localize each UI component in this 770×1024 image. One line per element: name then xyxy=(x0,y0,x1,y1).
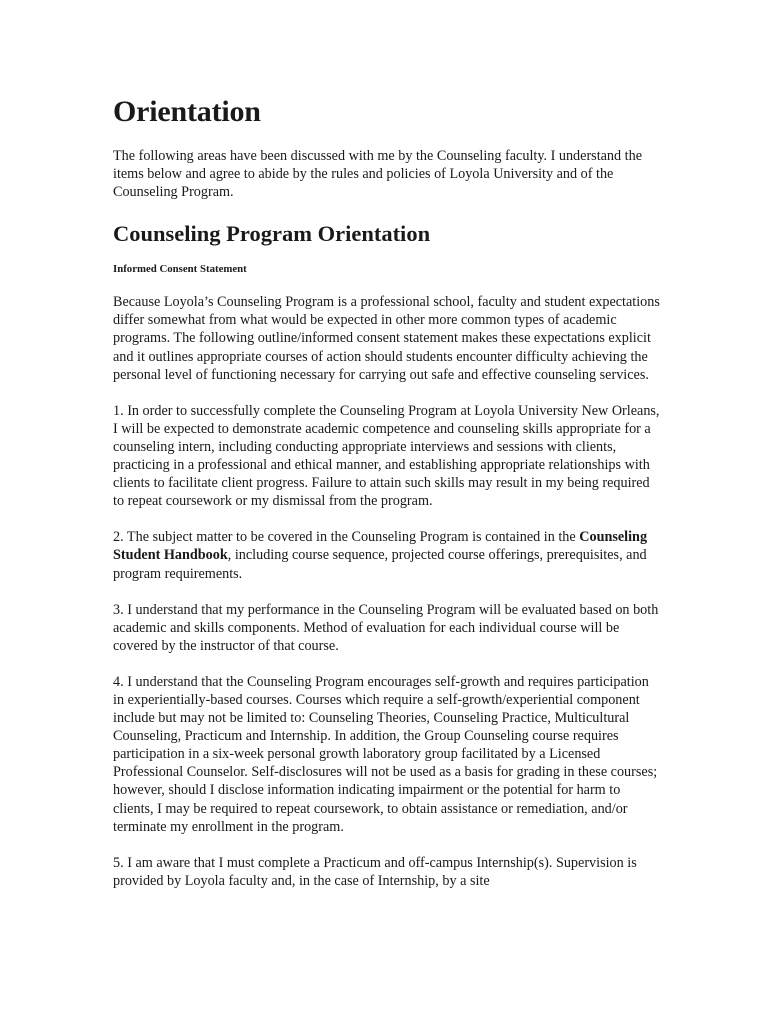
informed-consent-subheading: Informed Consent Statement xyxy=(113,263,247,276)
item-2-paragraph xyxy=(113,528,663,582)
item-5-paragraph: 5. I am aware that I must complete a Practicum and off-campus Internship(s). Supervision is provided by Loyola faculty and, in the case of Internship, by a site xyxy=(113,854,637,889)
consent-paragraph: Because Loyola’s Counseling Program is a professional school, faculty and student expectations differ somewhat from what would be expected in other more common types of academic programs. The following outline/informed consent statement makes these expectations explicit and it outlines appropriate courses of action should students encounter difficulty achieving the personal level of functioning necessary for carrying out safe and effective counseling services. xyxy=(113,294,660,383)
document-page xyxy=(113,93,663,890)
item-1-paragraph: 1. In order to successfully complete the Counseling Program at Loyola University New Orleans, I will be expected to demonstrate academic competence and counseling skills appropriate for a counseling intern, including conducting appropriate interviews and sessions with clients, practicing in a professional and ethical manner, and establishing appropriate relationships with clients to facilitate client progress. Failure to attain such skills may result in my being required to repeat coursework or my dismissal from the program. xyxy=(113,402,660,510)
item-3-paragraph: 3. I understand that my performance in the Counseling Program will be evaluated based on both academic and skills components. Method of evaluation for each individual course will be covered by the instructor of that course. xyxy=(113,601,659,654)
section-title: Counseling Program Orientation xyxy=(113,221,431,247)
item-2-text-start: 2. The subject matter to be covered in the Counseling Program is contained in the xyxy=(113,529,580,546)
intro-paragraph: The following areas have been discussed with me by the Counseling faculty. I understand the items below and agree to abide by the rules and policies of Loyola University and of the Counseling Program. xyxy=(113,148,642,201)
handbook-title: Counseling Student Handbook xyxy=(113,529,648,564)
item-2-text-end: , including course sequence, projected course offerings, prerequisites, and program requirements. xyxy=(113,547,647,582)
page-title: Orientation xyxy=(113,95,261,128)
item-4-paragraph: 4. I understand that the Counseling Program encourages self-growth and requires participation in experientially-based courses. Courses which require a self-growth/experiential component include but may not be limited to: Counseling Theories, Counseling Practice, Multicultural Counseling, Practicum and Internship. In addition, the Group Counseling course requires participation in a six-week personal growth laboratory group facilitated by a Licensed Professional Counselor. Self-disclosures will not be used as a basis for grading in these courses; however, should I disclose information indicating impairment or the potential for harm to clients, I may be required to repeat coursework, to obtain assistance or remediation, and/or terminate my enrollment in the program. xyxy=(113,673,658,835)
